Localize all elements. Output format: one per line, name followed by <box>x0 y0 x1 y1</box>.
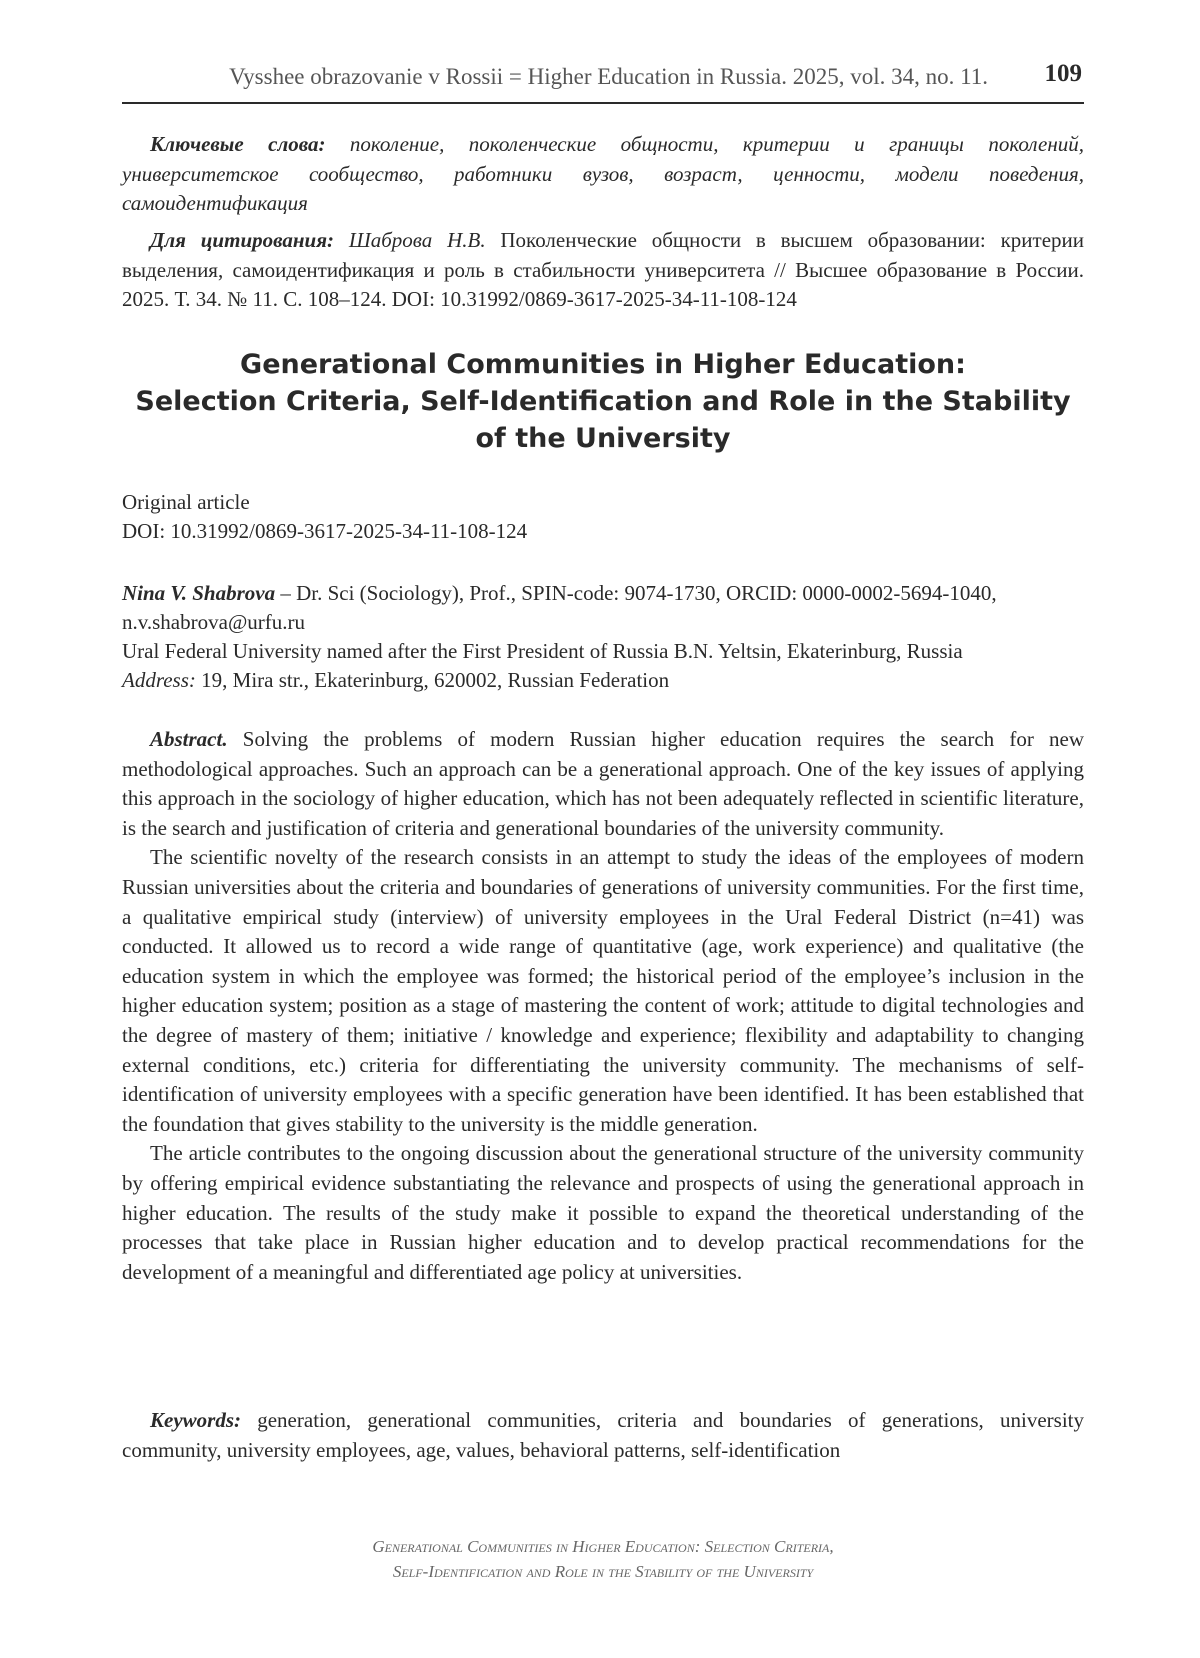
article-meta <box>122 488 1084 546</box>
running-header <box>122 60 1084 104</box>
abstract-label: Abstract. <box>150 727 228 751</box>
author-info <box>122 579 1084 695</box>
running-footer <box>122 1534 1084 1584</box>
keywords-label: Keywords: <box>150 1408 241 1432</box>
keywords <box>122 1406 1084 1465</box>
russian-citation-label: Для цитирования: <box>150 228 335 252</box>
author-address-text: 19, Mira str., Ekaterinburg, 620002, Russian Federation <box>195 668 670 692</box>
author-affiliation: Ural Federal University named after the First President of Russia B.N. Yeltsin, Ekaterinburg, Russia <box>122 639 963 663</box>
footer-line-2: Self-Identification and Role in the Stability of the University <box>392 1562 814 1581</box>
russian-citation-text: Поколенческие общности в высшем образовании: критерии выделения, самоидентификация и роль в стабильности университета // Высшее образование в России. 2025. Т. 34. № 11. С. 108–124. DOI: 10.31992/0869-3617-2025-34-11-108-124 <box>122 228 1084 312</box>
article-doi: DOI: 10.31992/0869-3617-2025-34-11-108-124 <box>122 519 528 543</box>
article-title-line-1: Generational Communities in Higher Education: <box>240 349 966 380</box>
russian-keywords-text: поколение, поколенческие общности, критерии и границы поколений, университетское сообщество, работники вузов, возраст, ценности, модели поведения, самоидентификация <box>122 132 1084 216</box>
abstract-paragraph-2: The scientific novelty of the research consists in an attempt to study the ideas of the employees of modern Russian universities about the criteria and boundaries of generations of university communities. For the first time, a qualitative empirical study (interview) of university employees in the Ural Federal District (n=41) was conducted. It allowed us to record a wide range of quantitative (age, work experience) and qualitative (the education system in which the employee was formed; the historical period of the employee’s inclusion in the higher education system; position as a stage of mastering the content of work; attitude to digital technologies and the degree of mastery of them; initiative / knowledge and experience; flexibility and adaptability to changing external conditions, etc.) criteria for differentiating the university community. The mechanisms of self-identification of university employees with a specific generation have been identified. It has been established that the foundation that gives stability to the university is the middle generation. <box>122 845 1084 1136</box>
article-title-line-3: of the University <box>475 423 731 454</box>
russian-keywords-label: Ключевые слова: <box>150 132 326 156</box>
article-title <box>122 346 1084 457</box>
author-name: Nina V. Shabrova <box>122 581 276 605</box>
russian-citation-author: Шаброва Н.В. <box>348 228 486 252</box>
abstract <box>122 725 1084 1287</box>
footer-line-1: Generational Communities in Higher Education: Selection Criteria, <box>372 1537 834 1556</box>
russian-keywords <box>122 130 1084 219</box>
keywords-text: generation, generational communities, criteria and boundaries of generations, university community, university employees, age, values, behavioral patterns, self-identification <box>122 1408 1084 1462</box>
russian-citation <box>122 226 1084 315</box>
author-details: – Dr. Sci (Sociology), Prof., SPIN-code: 9074-1730, ORCID: 0000-0002-5694-1040, n.v.shabrova@urfu.ru <box>122 581 997 634</box>
journal-citation-header: Vysshee obrazovanie v Rossii = Higher Education in Russia. 2025, vol. 34, no. 11. <box>229 64 988 89</box>
abstract-paragraph-3: The article contributes to the ongoing discussion about the generational structure of the university community by offering empirical evidence substantiating the relevance and prospects of using the generational approach in higher education. The results of the study make it possible to expand the theoretical understanding of the processes that take place in Russian higher education and to develop practical recommendations for the development of a meaningful and differentiated age policy at universities. <box>122 1141 1084 1284</box>
page-number: 109 <box>1044 60 1082 87</box>
abstract-paragraph-1 <box>122 725 1084 843</box>
author-address-label: Address: <box>122 668 196 692</box>
author-address <box>122 666 1084 695</box>
author-line <box>122 579 1084 637</box>
abstract-p1-text: Solving the problems of modern Russian higher education requires the search for new methodological approaches. Such an approach can be a generational approach. One of the key issues of applying this approach in the sociology of higher education, which has not been adequately reflected in scientific literature, is the search and justification of criteria and generational boundaries of the university community. <box>122 727 1084 840</box>
article-type: Original article <box>122 490 250 514</box>
article-title-line-2: Selection Criteria, Self-Identification and Role in the Stability <box>135 386 1071 417</box>
